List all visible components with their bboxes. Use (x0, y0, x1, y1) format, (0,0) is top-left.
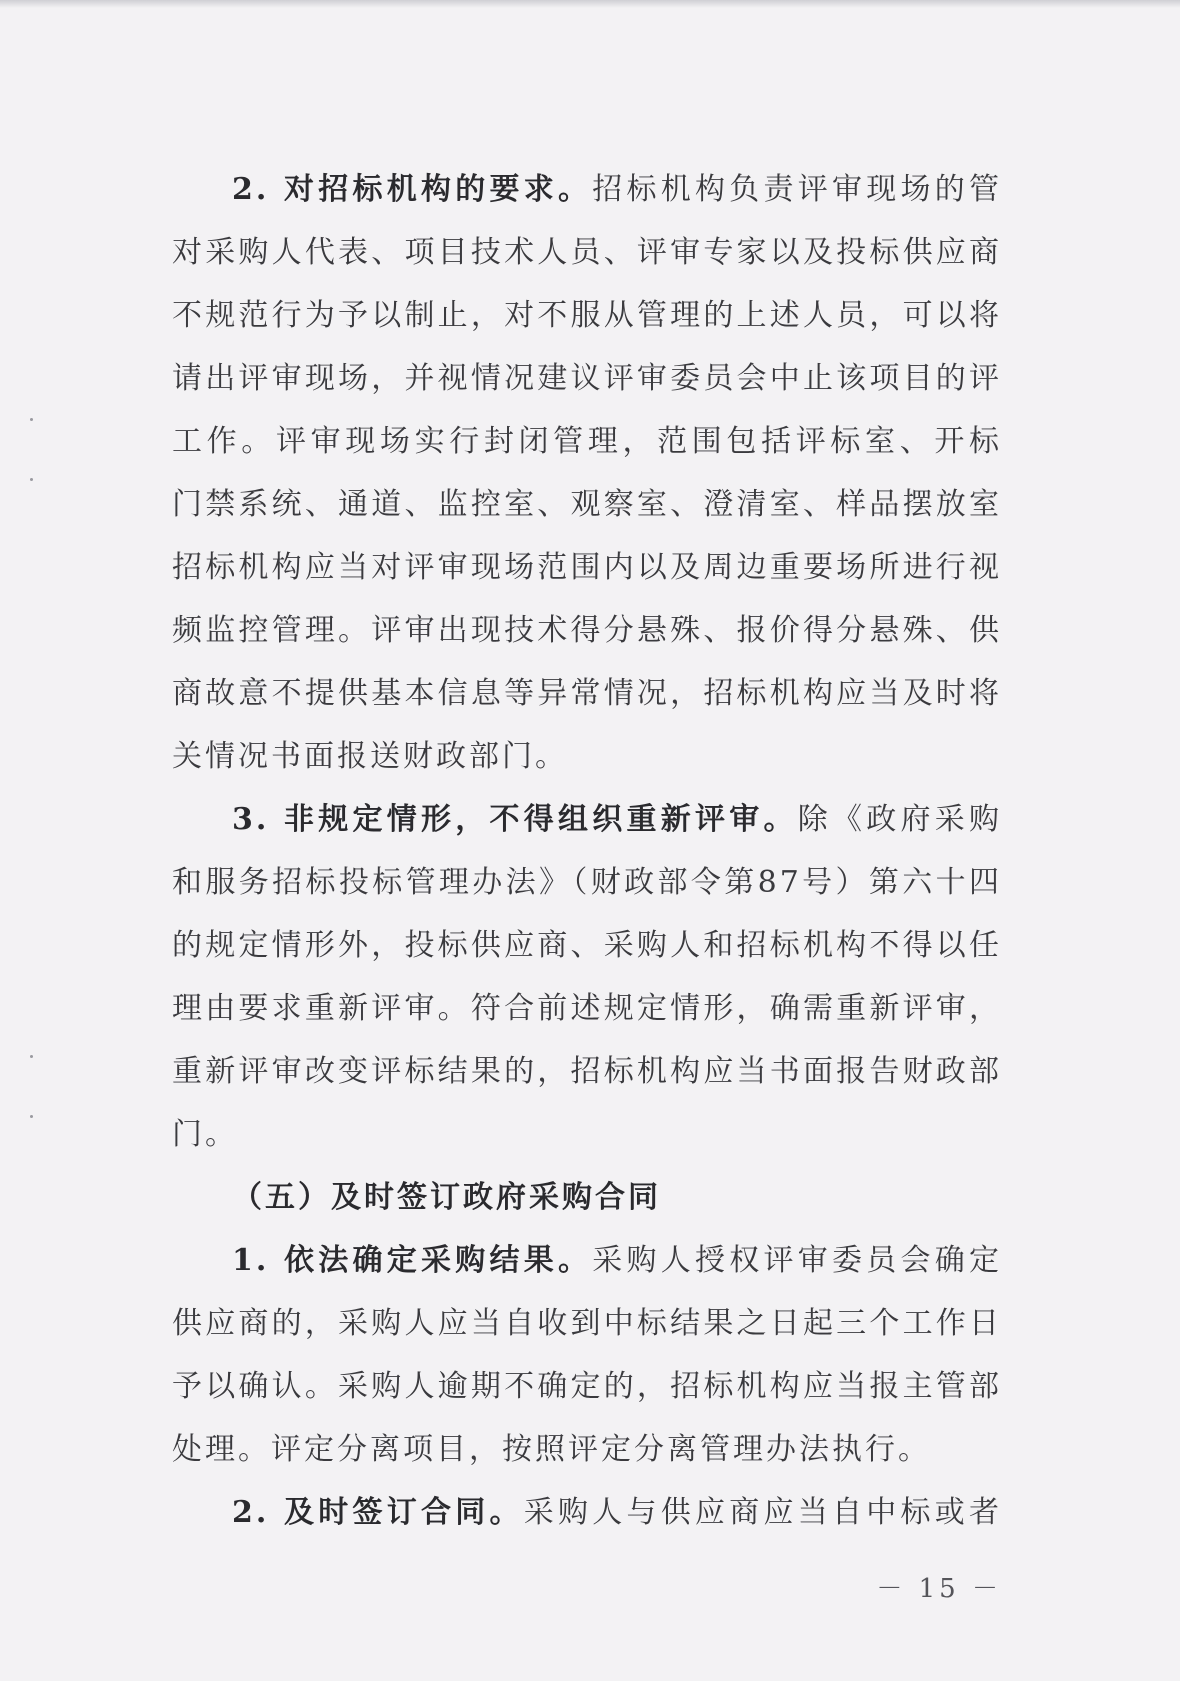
paragraph-line: 重新评审改变评标结果的，招标机构应当书面报告财政部 (172, 1054, 1002, 1089)
paragraph-heading: 2. 及时签订合同。 (232, 1495, 524, 1530)
paragraph-heading: 1. 依法确定采购结果。 (232, 1243, 593, 1278)
paragraph-line: 2. 对招标机构的要求。招标机构负责评审现场的管 (232, 172, 1002, 207)
paragraph-line: 关情况书面报送财政部门。 (172, 739, 568, 774)
paragraph-heading: 2. 对招标机构的要求。 (232, 172, 593, 207)
paragraph-line: 2. 及时签订合同。采购人与供应商应当自中标或者 (232, 1495, 1002, 1530)
scan-margin-dot (30, 1055, 33, 1058)
paragraph-line: 3. 非规定情形，不得组织重新评审。除《政府采购 (232, 802, 1002, 837)
scan-margin-dot (30, 478, 33, 481)
paragraph-line: 不规范行为予以制止，对不服从管理的上述人员，可以将 (172, 298, 1002, 333)
paragraph-line: 供应商的，采购人应当自收到中标结果之日起三个工作日 (172, 1306, 1002, 1341)
section-heading: （五）及时签订政府采购合同 (232, 1180, 661, 1215)
scan-margin-dot (30, 1115, 33, 1118)
paragraph-line: 对采购人代表、项目技术人员、评审专家以及投标供应商 (172, 235, 1002, 270)
page-number: － 15 － (876, 1574, 1002, 1604)
document-body (172, 158, 1002, 1544)
paragraph-line: 处理。评定分离项目，按照评定分离管理办法执行。 (172, 1432, 931, 1467)
paragraph-line: 门。 (172, 1117, 238, 1152)
paragraph-line: 和服务招标投标管理办法》（财政部令第87号）第六十四 (172, 865, 1002, 900)
paragraph-line: 予以确认。采购人逾期不确定的，招标机构应当报主管部 (172, 1369, 1002, 1404)
scan-top-edge (0, 0, 1180, 8)
paragraph-line: 工作。评审现场实行封闭管理，范围包括评标室、开标 (172, 424, 1002, 459)
paragraph-line: 频监控管理。评审出现技术得分悬殊、报价得分悬殊、供 (172, 613, 1002, 648)
paragraph-line: 商故意不提供基本信息等异常情况，招标机构应当及时将 (172, 676, 1002, 711)
paragraph-line: 理由要求重新评审。符合前述规定情形，确需重新评审， (172, 991, 1002, 1026)
paragraph-line: 1. 依法确定采购结果。采购人授权评审委员会确定 (232, 1243, 1002, 1278)
scan-margin-dot (30, 418, 33, 421)
paragraph-line: 的规定情形外，投标供应商、采购人和招标机构不得以任 (172, 928, 1002, 963)
paragraph-line: 请出评审现场，并视情况建议评审委员会中止该项目的评 (172, 361, 1002, 396)
paragraph-line: 招标机构应当对评审现场范围内以及周边重要场所进行视 (172, 550, 1002, 585)
paragraph-line: 门禁系统、通道、监控室、观察室、澄清室、样品摆放室 (172, 487, 1002, 522)
paragraph-heading: 3. 非规定情形，不得组织重新评审。 (232, 802, 798, 837)
